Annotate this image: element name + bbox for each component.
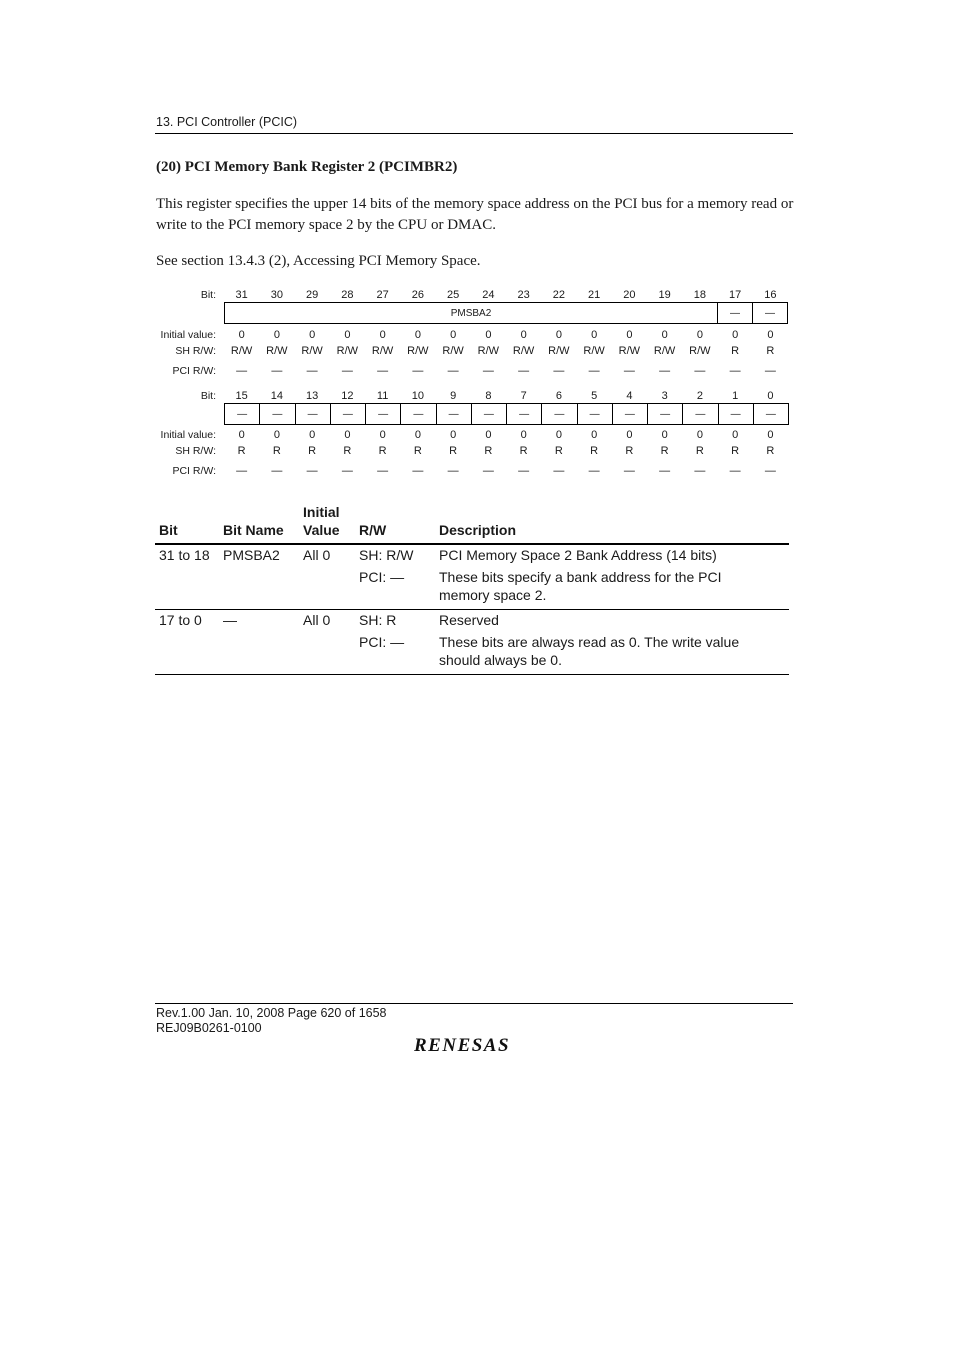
row2-desc-title: Reserved (439, 612, 499, 628)
lower-initial-values-cell: 0 (450, 429, 457, 441)
lower-initial-values-cell: 0 (379, 429, 386, 441)
lower-sh-rw-cell: R (484, 445, 493, 457)
row2-rw-sh: SH: R (359, 612, 397, 628)
lower-bit-numbers-cell: 10 (411, 390, 424, 402)
upper-pci-rw-cell: — (588, 365, 600, 377)
upper-initial-values-cell: 0 (450, 329, 457, 341)
lower-field-reserved: — (365, 403, 401, 425)
intro-paragraph: This register specifies the upper 14 bits of the memory space address on the PCI bus for a memory read or write to the PCI memory space 2 by the CPU or DMAC. (156, 196, 794, 233)
upper-initial-values-cell: 0 (626, 329, 633, 341)
upper-initial-values-cell: 0 (520, 329, 527, 341)
upper-initial-values-cell: 0 (767, 329, 774, 341)
lower-field-reserved: — (612, 403, 648, 425)
upper-sh-rw-cell: R/W (301, 345, 323, 357)
upper-bit-numbers-cell: 30 (270, 289, 283, 301)
table-header-rule (155, 543, 789, 545)
running-header: 13. PCI Controller (PCIC) (156, 115, 298, 129)
lower-sh-rw-cell: R (237, 445, 246, 457)
upper-pci-rw-cell: — (412, 365, 424, 377)
upper-bit-numbers-cell: 17 (729, 289, 742, 301)
lower-bit-numbers-cell: 1 (732, 390, 739, 402)
lower-bit-numbers-cell: 0 (767, 390, 774, 402)
upper-pci-rw-cell: — (694, 365, 706, 377)
upper-sh-rw (224, 345, 788, 359)
row1-bit: 31 to 18 (159, 547, 210, 563)
upper-pci-rw-cell: — (764, 365, 776, 377)
upper-pci-rw-cell: — (377, 365, 389, 377)
lower-bit-numbers-cell: 7 (520, 390, 527, 402)
table-row-rule (155, 609, 789, 610)
lower-field-reserved: — (400, 403, 436, 425)
upper-pci-rw-cell: — (236, 365, 248, 377)
lower-field-reserved: — (295, 403, 331, 425)
upper-bit-numbers-cell: 18 (693, 289, 706, 301)
upper-initial-values-cell: 0 (555, 329, 562, 341)
header-bit: Bit (159, 522, 178, 538)
row-label-bit: Bit: (200, 289, 216, 301)
upper-sh-rw-cell: R/W (371, 345, 394, 357)
lower-pci-rw-cell: — (482, 465, 494, 477)
upper-sh-rw-cell: R/W (230, 345, 253, 357)
see-also-paragraph: See section 13.4.3 (2), Accessing PCI Memory Space. (156, 253, 481, 269)
lower-initial-values-cell: 0 (696, 429, 703, 441)
upper-pci-rw-cell: — (659, 365, 671, 377)
upper-initial-values-cell: 0 (309, 329, 316, 341)
field-reserved-17: — (717, 302, 753, 324)
upper-pci-rw-cell: — (518, 365, 530, 377)
row-label-bit-lower: Bit: (200, 390, 216, 402)
row1-name: PMSBA2 (223, 547, 280, 563)
lower-initial-values-cell: 0 (485, 429, 492, 441)
upper-sh-rw-cell: R/W (583, 345, 605, 357)
lower-sh-rw-cell: R (449, 445, 458, 457)
lower-field-reserved: — (224, 403, 260, 425)
lower-pci-rw-cell: — (623, 465, 635, 477)
row1-rw-sh: SH: R/W (359, 547, 414, 563)
upper-sh-rw-cell: R (731, 345, 740, 357)
upper-bit-numbers-cell: 22 (552, 289, 565, 301)
row1-initial: All 0 (303, 547, 331, 563)
lower-pci-rw-cell: — (553, 465, 565, 477)
upper-bit-numbers-cell: 19 (658, 289, 671, 301)
lower-initial-values-cell: 0 (732, 429, 739, 441)
upper-pci-rw-cell: — (553, 365, 565, 377)
lower-sh-rw-cell: R (695, 445, 704, 457)
lower-sh-rw-cell: R (272, 445, 281, 457)
lower-bit-numbers (224, 390, 788, 404)
upper-sh-rw-cell: R/W (442, 345, 464, 357)
lower-pci-rw-cell: — (306, 465, 318, 477)
lower-field-reserved: — (577, 403, 613, 425)
lower-pci-rw-cell: — (694, 465, 706, 477)
lower-sh-rw-cell: R (554, 445, 563, 457)
upper-bit-numbers-cell: 27 (376, 289, 389, 301)
upper-sh-rw-cell: R/W (689, 345, 711, 357)
header-value: Value (303, 522, 340, 538)
row-label-pci-rw: PCI R/W: (172, 365, 216, 377)
upper-initial-values-cell: 0 (273, 329, 280, 341)
field-reserved-16: — (752, 302, 788, 324)
lower-sh-rw (224, 445, 788, 459)
lower-bit-numbers-cell: 12 (341, 390, 354, 402)
lower-bit-numbers-cell: 2 (696, 390, 703, 402)
upper-bit-numbers-cell: 20 (623, 289, 636, 301)
upper-sh-rw-cell: R/W (407, 345, 429, 357)
lower-bit-numbers-cell: 8 (485, 390, 492, 402)
lower-pci-rw-cell: — (412, 465, 424, 477)
footer-rule (155, 1003, 793, 1004)
lower-pci-rw-cell: — (447, 465, 459, 477)
lower-sh-rw-cell: R (660, 445, 669, 457)
upper-sh-rw-cell: R/W (266, 345, 288, 357)
footer-doc-number: REJ09B0261-0100 (156, 1021, 262, 1035)
row1-desc-title: PCI Memory Space 2 Bank Address (14 bits) (439, 547, 717, 563)
upper-bit-numbers (224, 289, 788, 303)
upper-initial-values-cell: 0 (238, 329, 245, 341)
lower-pci-rw-cell: — (236, 465, 248, 477)
lower-initial-values-cell: 0 (661, 429, 668, 441)
upper-initial-values-cell: 0 (414, 329, 421, 341)
lower-bit-numbers-cell: 13 (306, 390, 319, 402)
lower-bit-numbers-cell: 9 (450, 390, 457, 402)
lower-pci-rw-cell: — (729, 465, 741, 477)
upper-pci-rw-cell: — (306, 365, 318, 377)
lower-pci-rw-cell: — (518, 465, 530, 477)
lower-initial-values-cell: 0 (520, 429, 527, 441)
row-label-pci-rw-lower: PCI R/W: (172, 465, 216, 477)
upper-pci-rw-cell: — (623, 365, 635, 377)
upper-pci-rw-cell: — (482, 365, 494, 377)
lower-bit-numbers-cell: 6 (555, 390, 562, 402)
lower-field-reserved: — (330, 403, 366, 425)
upper-initial-values-cell: 0 (485, 329, 492, 341)
lower-field-reserved: — (436, 403, 472, 425)
renesas-logo (414, 1034, 534, 1061)
upper-bit-numbers-cell: 29 (306, 289, 319, 301)
lower-sh-rw-cell: R (766, 445, 775, 457)
upper-sh-rw-cell: R/W (512, 345, 535, 357)
upper-bit-numbers-cell: 16 (764, 289, 777, 301)
upper-bit-numbers-cell: 23 (517, 289, 530, 301)
header-rule (155, 133, 793, 134)
lower-initial-values-cell: 0 (555, 429, 562, 441)
lower-initial-values-cell: 0 (238, 429, 245, 441)
lower-initial-values-cell: 0 (273, 429, 280, 441)
footer-revision: Rev.1.00 Jan. 10, 2008 Page 620 of 1658 (156, 1006, 387, 1020)
upper-sh-rw-cell: R (766, 345, 775, 357)
lower-sh-rw-cell: R (590, 445, 599, 457)
header-description: Description (439, 522, 517, 538)
header-initial: Initial (303, 504, 340, 520)
row2-bit: 17 to 0 (159, 612, 202, 628)
lower-sh-rw-cell: R (519, 445, 528, 457)
lower-bit-numbers-cell: 11 (376, 390, 389, 402)
lower-pci-rw-cell: — (588, 465, 600, 477)
lower-pci-rw-cell: — (764, 465, 776, 477)
upper-sh-rw-cell: R/W (548, 345, 570, 357)
upper-initial-values (224, 329, 788, 343)
lower-initial-values-cell: 0 (591, 429, 598, 441)
upper-initial-values-cell: 0 (379, 329, 386, 341)
upper-pci-rw-cell: — (447, 365, 459, 377)
row-label-initial: Initial value: (160, 329, 216, 341)
lower-pci-rw (224, 465, 788, 479)
lower-sh-rw-cell: R (343, 445, 352, 457)
lower-initial-values-cell: 0 (626, 429, 633, 441)
lower-initial-values (224, 429, 788, 443)
header-rw: R/W (359, 522, 387, 538)
upper-sh-rw-cell: R/W (336, 345, 359, 357)
lower-field-reserved: — (259, 403, 295, 425)
upper-bit-numbers-cell: 25 (447, 289, 460, 301)
row2-desc-body: These bits are always read as 0. The write value should always be 0. (439, 634, 740, 668)
lower-initial-values-cell: 0 (414, 429, 421, 441)
row2-rw-pci: PCI: — (359, 634, 405, 650)
row1-desc-body: These bits specify a bank address for the PCI memory space 2. (439, 569, 722, 603)
upper-initial-values-cell: 0 (661, 329, 668, 341)
upper-pci-rw-cell: — (729, 365, 741, 377)
upper-bit-numbers-cell: 31 (235, 289, 248, 301)
lower-sh-rw-cell: R (378, 445, 387, 457)
lower-field-reserved: — (718, 403, 754, 425)
lower-bit-numbers-cell: 5 (591, 390, 598, 402)
lower-sh-rw-cell: R (308, 445, 317, 457)
lower-pci-rw-cell: — (271, 465, 283, 477)
table-bottom-rule (155, 674, 789, 675)
lower-bit-numbers-cell: 15 (235, 390, 248, 402)
row-label-initial-lower: Initial value: (160, 429, 216, 441)
upper-initial-values-cell: 0 (696, 329, 703, 341)
row1-rw-pci: PCI: — (359, 569, 405, 585)
upper-pci-rw-cell: — (341, 365, 353, 377)
upper-sh-rw-cell: R/W (618, 345, 641, 357)
renesas-logo-text: RENESAS (414, 1035, 511, 1056)
row-label-sh-rw: SH R/W: (175, 345, 216, 357)
field-pmsba2: PMSBA2 (224, 302, 718, 324)
lower-pci-rw-cell: — (659, 465, 671, 477)
row-label-sh-rw-lower: SH R/W: (175, 445, 216, 457)
lower-bit-numbers-cell: 4 (626, 390, 633, 402)
upper-sh-rw-cell: R/W (653, 345, 676, 357)
header-bit-name: Bit Name (223, 522, 284, 538)
upper-sh-rw-cell: R/W (477, 345, 500, 357)
lower-bit-numbers-cell: 3 (661, 390, 668, 402)
lower-field-reserved: — (541, 403, 577, 425)
upper-initial-values-cell: 0 (344, 329, 351, 341)
lower-pci-rw-cell: — (377, 465, 389, 477)
upper-bit-numbers-cell: 26 (411, 289, 424, 301)
row2-initial: All 0 (303, 612, 331, 628)
upper-initial-values-cell: 0 (591, 329, 598, 341)
upper-bit-numbers-cell: 28 (341, 289, 354, 301)
lower-sh-rw-cell: R (625, 445, 634, 457)
upper-pci-rw-cell: — (271, 365, 283, 377)
lower-field-reserved: — (506, 403, 542, 425)
lower-initial-values-cell: 0 (309, 429, 316, 441)
lower-field-reserved: — (682, 403, 718, 425)
upper-bit-numbers-cell: 24 (482, 289, 495, 301)
row2-name: — (223, 612, 237, 628)
lower-sh-rw-cell: R (731, 445, 740, 457)
lower-initial-values-cell: 0 (767, 429, 774, 441)
upper-pci-rw (224, 365, 788, 379)
lower-initial-values-cell: 0 (344, 429, 351, 441)
lower-pci-rw-cell: — (341, 465, 353, 477)
lower-field-reserved: — (753, 403, 789, 425)
lower-field-reserved: — (647, 403, 683, 425)
section-title: (20) PCI Memory Bank Register 2 (PCIMBR2) (156, 159, 458, 175)
upper-initial-values-cell: 0 (732, 329, 739, 341)
lower-bit-numbers-cell: 14 (270, 390, 283, 402)
lower-sh-rw-cell: R (413, 445, 422, 457)
upper-bit-numbers-cell: 21 (588, 289, 601, 301)
lower-field-reserved: — (471, 403, 507, 425)
